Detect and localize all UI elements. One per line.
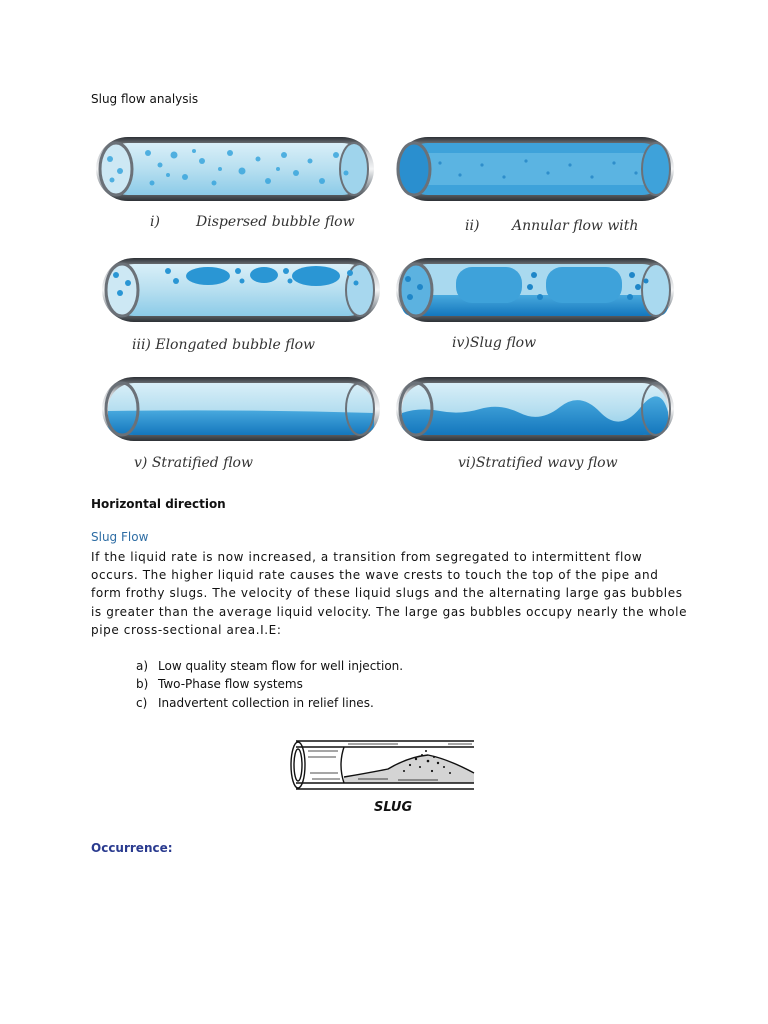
caption-stratified: v) Stratified flow	[134, 455, 253, 471]
pipe-annular	[396, 137, 674, 201]
pipe-elongated-bubble	[102, 258, 380, 322]
slug-flow-paragraph: If the liquid rate is now increased, a transition from segregated to intermittent flow occurs. The higher liquid rate causes the wave crests to touch the top of the pipe and form frothy slugs. The velocity of these liquid slugs and the alternating large gas bubbles is greater than the average liquid velocity. The large gas bubbles occupy nearly the whole pipe cross-sectional area.I.E:	[91, 550, 688, 637]
list-marker: a)	[136, 659, 149, 673]
list-text: Inadvertent collection in relief lines.	[158, 695, 374, 710]
pipe-stratified-wavy	[396, 377, 674, 441]
section-heading: Slug Flow	[91, 530, 149, 544]
caption-dispersed-bubble-number: i)	[150, 214, 160, 230]
occurrence-heading: Occurrence:	[91, 841, 173, 855]
list-marker: c)	[136, 695, 148, 710]
caption-dispersed-bubble: Dispersed bubble flow	[196, 214, 355, 230]
list-text: Two-Phase flow systems	[158, 677, 303, 692]
list-marker: b)	[136, 677, 149, 692]
pipe-dispersed-bubble	[96, 137, 374, 201]
flow-regimes-figure	[90, 125, 690, 490]
page-title: Slug flow analysis	[91, 92, 199, 106]
caption-elongated-bubble: iii) Elongated bubble flow	[132, 337, 315, 353]
slug-sketch-figure	[288, 733, 478, 818]
direction-heading: Horizontal direction	[91, 497, 226, 511]
slug-figure-label: SLUG	[374, 800, 413, 815]
caption-slug: iv)Slug flow	[452, 335, 537, 351]
caption-stratified-wavy: vi)Stratified wavy flow	[458, 455, 618, 471]
caption-annular: Annular flow with	[512, 218, 639, 234]
pipe-slug	[396, 258, 674, 322]
list-text: Low quality steam flow for well injection.	[158, 659, 404, 673]
caption-annular-number: ii)	[465, 218, 480, 234]
pipe-stratified	[102, 377, 380, 441]
